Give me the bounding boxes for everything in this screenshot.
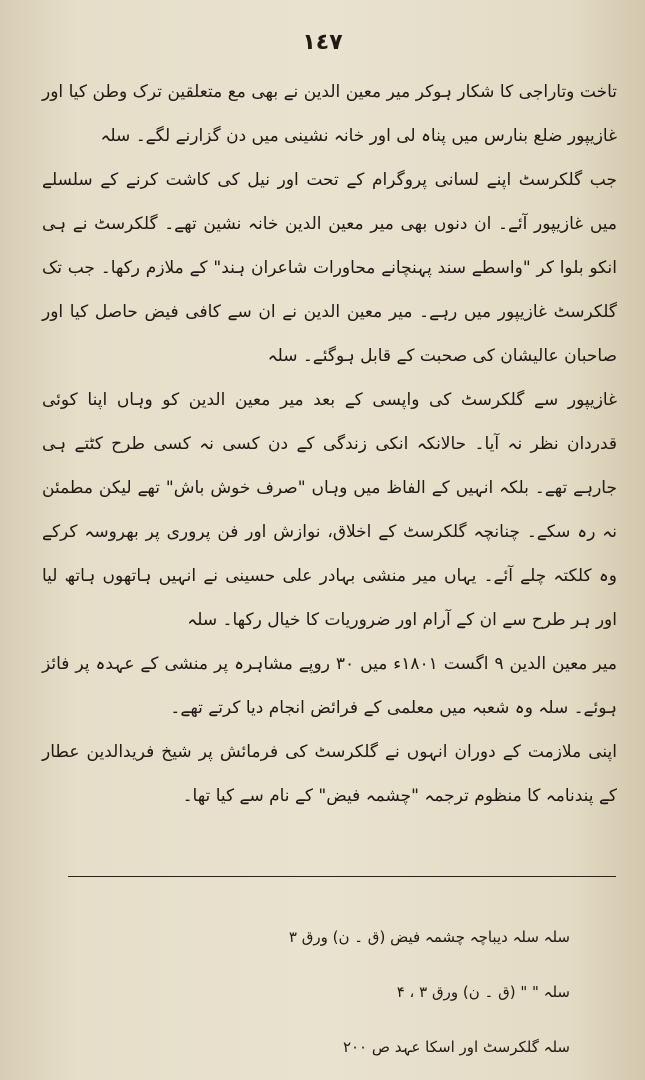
footnotes (60, 910, 570, 1075)
paragraph: جب گلکرسٹ اپنے لسانی پروگرام کے تحت اور نیل کی کاشت کرنے کے سلسلے میں غازیپور آئے۔ ان دنوں بھی میر معین الدین خانہ نشین تھے۔ گلکرسٹ نے ہی انکو بلوا کر "واسطے سند پہنچانے محاورات شاعران ہند" کے ملازم رکھا۔ جب تک گلکرسٹ غازیپور میں رہے۔ میر معین الدین نے ان سے کافی فیض حاصل کیا اور صاحبان عالیشان کی صحبت کے قابل ہوگئے۔ سلہ (42, 170, 617, 366)
page-number: ١٤٧ (302, 30, 343, 55)
paragraph: تاخت وتاراجی کا شکار ہوکر میر معین الدین نے بھی مع متعلقین ترک وطن کیا اور غازیپور ضلع بنارس میں پناہ لی اور خانہ نشینی میں دن گزارنے لگے۔ سلہ (42, 82, 617, 146)
footnote: سلہ " " (ق ۔ ن) ورق ۳ ، ۴ (396, 983, 570, 1001)
footnote: سلہ سلہ دیباچہ چشمہ فیض (ق ۔ ن) ورق ۳ (288, 928, 570, 946)
footnote-divider (68, 876, 616, 877)
paragraph: میر معین الدین ۹ اگست ۱۸۰۱ء میں ۳۰ روپے مشاہرہ پر منشی کے عہدہ پر فائز ہوئے۔ سلہ وہ شعبہ میں معلمی کے فرائض انجام دیا کرتے تھے۔ (42, 654, 617, 718)
footnote: سلہ گلکرسٹ اور اسکا عہد ص ۲۰۰ (342, 1038, 570, 1056)
paragraph: غازیپور سے گلکرسٹ کی واپسی کے بعد میر معین الدین کو وہاں اپنا کوئی قدردان نظر نہ آیا۔ حالانکہ انکی زندگی کے دن کسی نہ کسی طرح کٹتے ہی جارہے تھے۔ بلکہ انہیں کے الفاظ میں وہاں "صرف خوش باش" تھے لیکن مطمئن نہ رہ سکے۔ چنانچہ گلکرسٹ کے اخلاق، نوازش اور فن پروری پر بھروسہ کرکے وہ کلکتہ چلے آئے۔ یہاں میر منشی بہادر علی حسینی نے انہیں ہاتھوں ہاتھ لیا اور ہر طرح سے ان کے آرام اور ضروریات کا خیال رکھا۔ سلہ (42, 390, 617, 630)
body-text (42, 70, 617, 818)
paragraph: اپنی ملازمت کے دوران انہوں نے گلکرسٹ کی فرمائش پر شیخ فریدالدین عطار کے پندنامہ کا منظوم ترجمہ "چشمہ فیض" کے نام سے کیا تھا۔ (42, 742, 617, 806)
